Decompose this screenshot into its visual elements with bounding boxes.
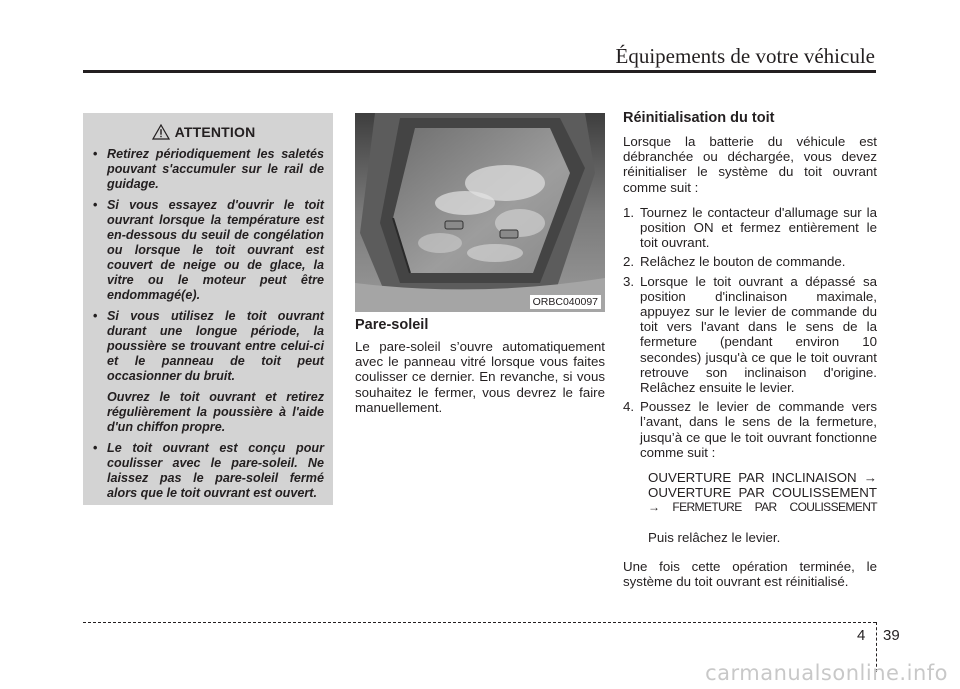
operation-sequence <box>648 470 877 516</box>
header-rule <box>83 70 876 73</box>
step-text: Poussez le levier de commande vers l’avant, dans le sens de la fermeture, jusqu’à ce que le toit ouvrant fonctionne comme suit : <box>640 399 877 460</box>
bullet-icon: • <box>93 309 98 323</box>
chapter-number: 4 <box>857 627 866 644</box>
watermark: carmanualsonline.info <box>705 661 948 685</box>
sunshade-text: Le pare-soleil s’ouvre automatiquement avec le panneau vitré lorsque vous faites coulisser ce dernier. En revanche, si vous souhaitez le fermer, vous devrez le faire manuellement. <box>355 339 605 415</box>
reset-intro: Lorsque la batterie du véhicule est débranchée ou déchargée, vous devez réinitialiser le système du toit ouvrant comme suit : <box>623 134 877 195</box>
warning-item-text: Retirez périodiquement les saletés pouvant s'accumuler sur le rail de guidage. <box>107 147 324 191</box>
reset-heading: Réinitialisation du toit <box>623 110 775 126</box>
warning-item <box>93 147 324 192</box>
bullet-icon: • <box>93 441 98 455</box>
step-number: 2. <box>623 254 635 270</box>
reset-step <box>623 274 877 396</box>
warning-box <box>83 113 333 505</box>
footer-rule <box>83 622 876 623</box>
reset-step <box>623 205 877 251</box>
warning-item-text: Si vous essayez d'ouvrir le toit ouvrant lorsque la température est en-dessous du seuil de congélation ou lorsque le toit ouvrant est couvert de neige ou de glace, la vitre ou le moteur peut être endommagé(e). <box>107 198 324 302</box>
sequence-line: OUVERTURE PAR COULISSEMENT <box>648 485 877 501</box>
step-text: Lorsque le toit ouvrant a dépassé sa position d'inclinaison maximale, appuyez sur le levier de commande du toit vers l'avant dans le sens de la fermeture (pendant environ 10 secondes) jusqu'à ce que le toit ouvrant retrouve son inclinaison d'origine. Relâchez ensuite le levier. <box>640 273 877 396</box>
sunroof-figure <box>355 113 605 312</box>
warning-item-text-continued: Ouvrez le toit ouvrant et retirez régulièrement la poussière à l'aide d'un chiffon propre. <box>107 390 324 434</box>
sequence-line: → FERMETURE PAR COULISSEMENT <box>648 500 877 515</box>
reset-final-text: Une fois cette opération terminée, le système du toit ouvrant est réinitialisé. <box>623 558 877 589</box>
bullet-icon: • <box>93 147 98 161</box>
warning-item-text: Si vous utilisez le toit ouvrant durant une longue période, la poussière se trouvant entre celui-ci et le panneau de toit peut occasionner du bruit. <box>107 309 324 383</box>
step-number: 1. <box>623 204 635 220</box>
release-instruction: Puis relâchez le levier. <box>648 529 781 545</box>
warning-title: ATTENTION <box>174 124 256 140</box>
page-header-title: Équipements de votre véhicule <box>615 44 875 68</box>
step-number: 4. <box>623 399 635 415</box>
step-text: Tournez le contacteur d'allumage sur la position ON et fermez entièrement le toit ouvrant. <box>640 204 877 251</box>
page-number: 39 <box>883 627 900 644</box>
reset-steps <box>623 205 877 460</box>
reset-step <box>623 254 877 269</box>
step-number: 3. <box>623 273 635 289</box>
warning-list <box>93 147 324 501</box>
reset-section <box>623 110 877 589</box>
bullet-icon: • <box>93 198 98 212</box>
warning-item <box>93 441 324 501</box>
sequence-line: OUVERTURE PAR INCLINAISON → <box>648 470 877 486</box>
warning-triangle-icon <box>152 124 170 140</box>
warning-item <box>93 309 324 435</box>
figure-code-label: ORBC040097 <box>530 295 601 309</box>
sunshade-heading: Pare-soleil <box>355 317 429 333</box>
step-text: Relâchez le bouton de commande. <box>640 254 846 270</box>
warning-item <box>93 198 324 303</box>
sunroof-photo <box>355 113 605 312</box>
reset-step <box>623 399 877 460</box>
warning-item-text: Le toit ouvrant est conçu pour coulisser avec le pare-soleil. Ne laissez pas le pare-soleil fermé alors que le toit ouvrant est ouvert. <box>107 441 324 500</box>
warning-header <box>83 122 324 142</box>
